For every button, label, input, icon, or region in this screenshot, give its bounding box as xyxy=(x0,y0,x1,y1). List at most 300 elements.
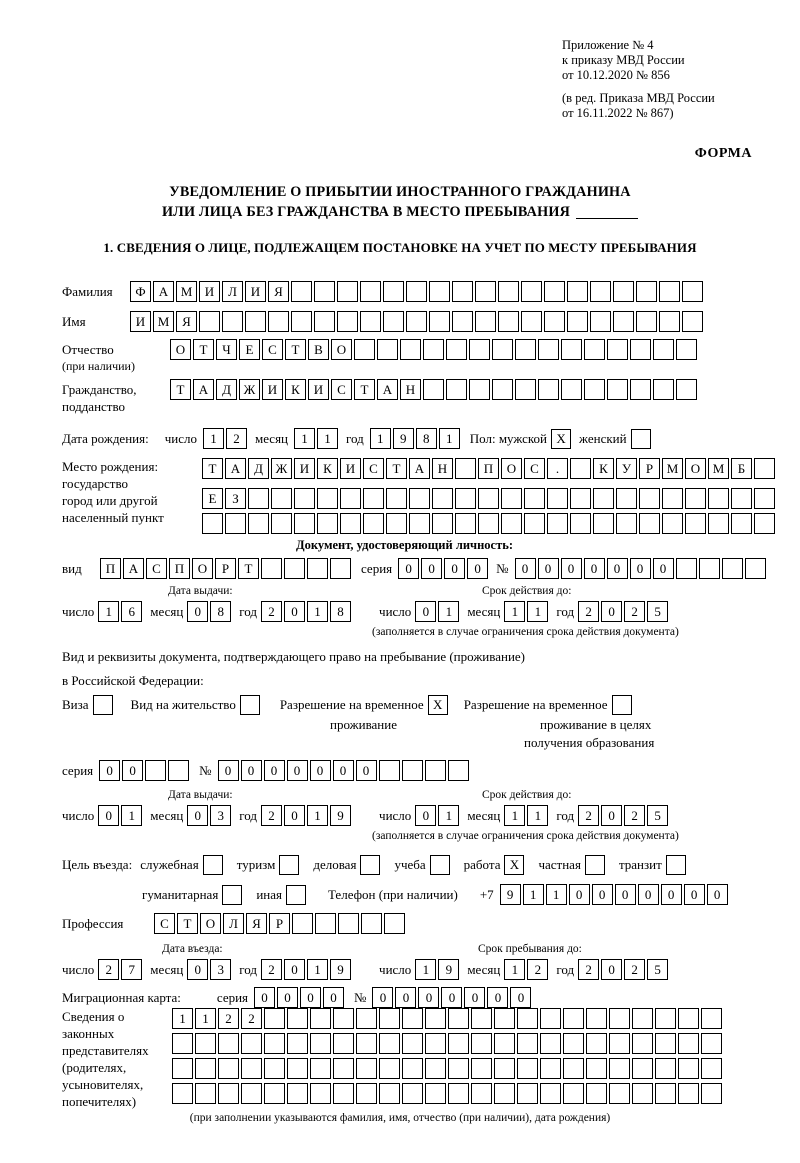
form-cell[interactable] xyxy=(699,558,720,579)
form-cell[interactable] xyxy=(678,1033,699,1054)
form-cell[interactable] xyxy=(337,311,358,332)
form-cell[interactable] xyxy=(423,339,444,360)
form-cell[interactable]: 0 xyxy=(415,601,436,622)
form-cell[interactable] xyxy=(708,513,729,534)
form-cell[interactable]: Т xyxy=(202,458,223,479)
form-cell[interactable]: 0 xyxy=(607,558,628,579)
form-cell[interactable]: 1 xyxy=(438,601,459,622)
form-cell[interactable]: Е xyxy=(239,339,260,360)
form-cell[interactable] xyxy=(402,1083,423,1104)
form-cell[interactable]: 1 xyxy=(504,601,525,622)
form-cell[interactable]: 2 xyxy=(578,601,599,622)
form-cell[interactable]: Т xyxy=(386,458,407,479)
form-cell[interactable]: 1 xyxy=(523,884,544,905)
form-cell[interactable] xyxy=(425,1008,446,1029)
form-cell[interactable]: 2 xyxy=(261,959,282,980)
identity-valid-day-input[interactable] xyxy=(415,601,461,622)
form-cell[interactable] xyxy=(586,1033,607,1054)
form-cell[interactable] xyxy=(754,513,775,534)
form-cell[interactable] xyxy=(593,513,614,534)
form-cell[interactable] xyxy=(653,339,674,360)
form-cell[interactable]: Ж xyxy=(271,458,292,479)
identity-valid-month-input[interactable] xyxy=(504,601,550,622)
form-cell[interactable] xyxy=(268,311,289,332)
form-cell[interactable]: К xyxy=(317,458,338,479)
form-cell[interactable] xyxy=(361,913,382,934)
identity-issue-day-input[interactable] xyxy=(98,601,144,622)
form-cell[interactable]: 2 xyxy=(218,1008,239,1029)
form-cell[interactable] xyxy=(607,379,628,400)
form-cell[interactable]: М xyxy=(708,458,729,479)
identity-issue-month-input[interactable] xyxy=(187,601,233,622)
form-cell[interactable] xyxy=(386,513,407,534)
form-cell[interactable] xyxy=(409,513,430,534)
form-cell[interactable] xyxy=(613,311,634,332)
form-cell[interactable]: К xyxy=(593,458,614,479)
form-cell[interactable]: 0 xyxy=(333,760,354,781)
form-cell[interactable]: Я xyxy=(268,281,289,302)
form-cell[interactable]: Р xyxy=(639,458,660,479)
edu-residence-checkbox[interactable] xyxy=(612,695,632,715)
stay-doc-number-input[interactable] xyxy=(218,760,471,781)
form-cell[interactable]: 0 xyxy=(510,987,531,1008)
form-cell[interactable] xyxy=(538,379,559,400)
form-cell[interactable]: С xyxy=(331,379,352,400)
form-cell[interactable]: 0 xyxy=(284,805,305,826)
form-cell[interactable] xyxy=(291,281,312,302)
form-cell[interactable] xyxy=(195,1083,216,1104)
migration-card-number-input[interactable] xyxy=(372,987,533,1008)
form-cell[interactable] xyxy=(521,311,542,332)
form-cell[interactable]: 1 xyxy=(439,428,460,449)
form-cell[interactable] xyxy=(517,1058,538,1079)
form-cell[interactable]: 0 xyxy=(584,558,605,579)
form-cell[interactable] xyxy=(248,513,269,534)
form-cell[interactable]: 1 xyxy=(121,805,142,826)
form-cell[interactable] xyxy=(630,379,651,400)
form-cell[interactable] xyxy=(271,513,292,534)
form-cell[interactable] xyxy=(540,1008,561,1029)
form-cell[interactable] xyxy=(379,1008,400,1029)
form-cell[interactable]: 0 xyxy=(569,884,590,905)
form-cell[interactable]: 0 xyxy=(538,558,559,579)
identity-doc-kind-input[interactable] xyxy=(100,558,353,579)
form-cell[interactable] xyxy=(384,913,405,934)
form-cell[interactable] xyxy=(636,281,657,302)
form-cell[interactable] xyxy=(383,311,404,332)
form-cell[interactable] xyxy=(222,311,243,332)
form-cell[interactable]: Т xyxy=(354,379,375,400)
purpose-checkbox-2[interactable] xyxy=(360,855,380,875)
form-cell[interactable] xyxy=(492,379,513,400)
form-cell[interactable]: А xyxy=(377,379,398,400)
form-cell[interactable] xyxy=(425,1033,446,1054)
form-cell[interactable] xyxy=(400,339,421,360)
form-cell[interactable] xyxy=(701,1008,722,1029)
form-cell[interactable] xyxy=(363,488,384,509)
form-cell[interactable] xyxy=(515,339,536,360)
form-cell[interactable] xyxy=(241,1058,262,1079)
representatives-input-4[interactable] xyxy=(172,1083,724,1104)
purpose-checkbox-0[interactable] xyxy=(203,855,223,875)
form-cell[interactable] xyxy=(356,1008,377,1029)
sex-female-checkbox[interactable] xyxy=(631,429,651,449)
identity-issue-year-input[interactable] xyxy=(261,601,353,622)
form-cell[interactable]: 0 xyxy=(277,987,298,1008)
form-cell[interactable] xyxy=(478,488,499,509)
form-cell[interactable] xyxy=(406,281,427,302)
form-cell[interactable] xyxy=(678,1083,699,1104)
form-cell[interactable] xyxy=(639,513,660,534)
form-cell[interactable]: 1 xyxy=(438,805,459,826)
form-cell[interactable]: 0 xyxy=(264,760,285,781)
form-cell[interactable] xyxy=(294,513,315,534)
patronymic-input[interactable] xyxy=(170,339,699,360)
form-cell[interactable]: П xyxy=(169,558,190,579)
form-cell[interactable] xyxy=(310,1008,331,1029)
form-cell[interactable]: 0 xyxy=(487,987,508,1008)
form-cell[interactable]: 0 xyxy=(122,760,143,781)
form-cell[interactable]: 0 xyxy=(356,760,377,781)
form-cell[interactable]: 0 xyxy=(310,760,331,781)
stay-valid-month-input[interactable] xyxy=(504,805,550,826)
form-cell[interactable] xyxy=(292,913,313,934)
form-cell[interactable] xyxy=(356,1058,377,1079)
form-cell[interactable] xyxy=(659,281,680,302)
form-cell[interactable]: И xyxy=(262,379,283,400)
form-cell[interactable]: 2 xyxy=(261,805,282,826)
form-cell[interactable] xyxy=(561,339,582,360)
form-cell[interactable]: 1 xyxy=(504,805,525,826)
form-cell[interactable]: С xyxy=(524,458,545,479)
form-cell[interactable] xyxy=(538,339,559,360)
identity-doc-series-input[interactable] xyxy=(398,558,490,579)
entry-day-input[interactable] xyxy=(98,959,144,980)
form-cell[interactable] xyxy=(471,1033,492,1054)
form-cell[interactable] xyxy=(570,458,591,479)
form-cell[interactable] xyxy=(168,760,189,781)
form-cell[interactable] xyxy=(682,281,703,302)
form-cell[interactable] xyxy=(354,339,375,360)
form-cell[interactable] xyxy=(310,1033,331,1054)
form-cell[interactable]: 8 xyxy=(330,601,351,622)
form-cell[interactable]: С xyxy=(363,458,384,479)
form-cell[interactable] xyxy=(314,281,335,302)
form-cell[interactable] xyxy=(655,1083,676,1104)
form-cell[interactable] xyxy=(655,1008,676,1029)
form-cell[interactable]: Л xyxy=(222,281,243,302)
form-cell[interactable]: 0 xyxy=(284,601,305,622)
form-cell[interactable] xyxy=(616,488,637,509)
form-cell[interactable] xyxy=(593,488,614,509)
stay-valid-day-input[interactable] xyxy=(415,805,461,826)
form-cell[interactable] xyxy=(225,513,246,534)
form-cell[interactable]: 2 xyxy=(261,601,282,622)
form-cell[interactable]: О xyxy=(170,339,191,360)
form-cell[interactable] xyxy=(264,1058,285,1079)
stay-issue-year-input[interactable] xyxy=(261,805,353,826)
form-cell[interactable]: 2 xyxy=(98,959,119,980)
form-cell[interactable] xyxy=(432,488,453,509)
form-cell[interactable] xyxy=(356,1083,377,1104)
form-cell[interactable]: 0 xyxy=(372,987,393,1008)
form-cell[interactable] xyxy=(383,281,404,302)
form-cell[interactable]: 1 xyxy=(307,601,328,622)
form-cell[interactable]: 1 xyxy=(527,805,548,826)
form-cell[interactable]: С xyxy=(146,558,167,579)
purpose2-checkbox-1[interactable] xyxy=(286,885,306,905)
form-cell[interactable]: В xyxy=(308,339,329,360)
form-cell[interactable] xyxy=(613,281,634,302)
form-cell[interactable] xyxy=(317,513,338,534)
form-cell[interactable]: Я xyxy=(246,913,267,934)
form-cell[interactable]: 2 xyxy=(527,959,548,980)
form-cell[interactable] xyxy=(248,488,269,509)
form-cell[interactable]: П xyxy=(478,458,499,479)
form-cell[interactable]: Б xyxy=(731,458,752,479)
form-cell[interactable]: Н xyxy=(432,458,453,479)
form-cell[interactable]: 5 xyxy=(647,805,668,826)
form-cell[interactable] xyxy=(202,513,223,534)
residence-permit-checkbox[interactable] xyxy=(240,695,260,715)
form-cell[interactable] xyxy=(402,1058,423,1079)
purpose-checkbox-5[interactable] xyxy=(585,855,605,875)
representatives-input-1[interactable] xyxy=(172,1008,724,1029)
form-cell[interactable]: Ф xyxy=(130,281,151,302)
form-cell[interactable] xyxy=(402,1008,423,1029)
form-cell[interactable]: А xyxy=(193,379,214,400)
form-cell[interactable]: Т xyxy=(238,558,259,579)
form-cell[interactable]: Д xyxy=(216,379,237,400)
form-cell[interactable] xyxy=(501,488,522,509)
migration-card-series-input[interactable] xyxy=(254,987,346,1008)
form-cell[interactable] xyxy=(567,311,588,332)
form-cell[interactable] xyxy=(284,558,305,579)
form-cell[interactable]: Н xyxy=(400,379,421,400)
form-cell[interactable]: О xyxy=(192,558,213,579)
form-cell[interactable]: 0 xyxy=(284,959,305,980)
form-cell[interactable] xyxy=(448,1008,469,1029)
form-cell[interactable] xyxy=(701,1058,722,1079)
form-cell[interactable] xyxy=(340,488,361,509)
form-cell[interactable]: 5 xyxy=(647,959,668,980)
form-cell[interactable]: 0 xyxy=(467,558,488,579)
form-cell[interactable] xyxy=(469,379,490,400)
form-cell[interactable] xyxy=(590,281,611,302)
form-cell[interactable]: 2 xyxy=(578,959,599,980)
form-cell[interactable] xyxy=(363,513,384,534)
form-cell[interactable] xyxy=(544,311,565,332)
form-cell[interactable] xyxy=(425,1083,446,1104)
form-cell[interactable] xyxy=(498,281,519,302)
form-cell[interactable] xyxy=(662,488,683,509)
profession-input[interactable] xyxy=(154,913,407,934)
form-cell[interactable]: И xyxy=(199,281,220,302)
form-cell[interactable] xyxy=(448,1033,469,1054)
form-cell[interactable]: 0 xyxy=(661,884,682,905)
form-cell[interactable] xyxy=(379,760,400,781)
form-cell[interactable]: Р xyxy=(269,913,290,934)
form-cell[interactable]: 0 xyxy=(592,884,613,905)
form-cell[interactable] xyxy=(632,1008,653,1029)
form-cell[interactable] xyxy=(547,488,568,509)
form-cell[interactable] xyxy=(501,513,522,534)
form-cell[interactable] xyxy=(287,1083,308,1104)
form-cell[interactable]: Ж xyxy=(239,379,260,400)
purpose-checkbox-3[interactable] xyxy=(430,855,450,875)
form-cell[interactable]: 1 xyxy=(546,884,567,905)
form-cell[interactable] xyxy=(609,1058,630,1079)
form-cell[interactable] xyxy=(264,1033,285,1054)
form-cell[interactable] xyxy=(584,379,605,400)
form-cell[interactable] xyxy=(563,1083,584,1104)
form-cell[interactable]: 1 xyxy=(415,959,436,980)
form-cell[interactable] xyxy=(337,281,358,302)
form-cell[interactable] xyxy=(563,1058,584,1079)
form-cell[interactable] xyxy=(659,311,680,332)
form-cell[interactable]: 0 xyxy=(398,558,419,579)
form-cell[interactable] xyxy=(547,513,568,534)
form-cell[interactable] xyxy=(145,760,166,781)
form-cell[interactable]: 1 xyxy=(172,1008,193,1029)
form-cell[interactable]: 0 xyxy=(441,987,462,1008)
form-cell[interactable] xyxy=(386,488,407,509)
form-cell[interactable] xyxy=(655,1058,676,1079)
form-cell[interactable]: 0 xyxy=(653,558,674,579)
form-cell[interactable] xyxy=(340,513,361,534)
form-cell[interactable] xyxy=(540,1033,561,1054)
form-cell[interactable] xyxy=(475,281,496,302)
form-cell[interactable]: 1 xyxy=(370,428,391,449)
form-cell[interactable] xyxy=(195,1058,216,1079)
form-cell[interactable] xyxy=(402,760,423,781)
form-cell[interactable]: 2 xyxy=(241,1008,262,1029)
form-cell[interactable] xyxy=(517,1033,538,1054)
form-cell[interactable]: 1 xyxy=(504,959,525,980)
form-cell[interactable] xyxy=(494,1033,515,1054)
form-cell[interactable]: Е xyxy=(202,488,223,509)
form-cell[interactable]: . xyxy=(547,458,568,479)
form-cell[interactable]: О xyxy=(501,458,522,479)
form-cell[interactable]: С xyxy=(154,913,175,934)
stay-until-year-input[interactable] xyxy=(578,959,670,980)
entry-month-input[interactable] xyxy=(187,959,233,980)
form-cell[interactable] xyxy=(676,339,697,360)
form-cell[interactable] xyxy=(317,488,338,509)
form-cell[interactable] xyxy=(678,1058,699,1079)
form-cell[interactable]: 1 xyxy=(307,805,328,826)
stay-until-day-input[interactable] xyxy=(415,959,461,980)
form-cell[interactable]: Т xyxy=(170,379,191,400)
form-cell[interactable]: А xyxy=(123,558,144,579)
form-cell[interactable] xyxy=(563,1008,584,1029)
form-cell[interactable]: 0 xyxy=(187,959,208,980)
form-cell[interactable] xyxy=(314,311,335,332)
form-cell[interactable] xyxy=(172,1033,193,1054)
birthplace-input-3[interactable] xyxy=(202,513,777,534)
form-cell[interactable] xyxy=(241,1033,262,1054)
purpose-checkbox-6[interactable] xyxy=(666,855,686,875)
form-cell[interactable] xyxy=(498,311,519,332)
form-cell[interactable] xyxy=(609,1008,630,1029)
form-cell[interactable] xyxy=(609,1083,630,1104)
form-cell[interactable] xyxy=(291,311,312,332)
form-cell[interactable] xyxy=(172,1083,193,1104)
form-cell[interactable] xyxy=(701,1033,722,1054)
form-cell[interactable] xyxy=(561,379,582,400)
form-cell[interactable]: 9 xyxy=(393,428,414,449)
form-cell[interactable]: А xyxy=(153,281,174,302)
form-cell[interactable] xyxy=(586,1058,607,1079)
form-cell[interactable] xyxy=(287,1058,308,1079)
birth-year-input[interactable] xyxy=(370,428,462,449)
form-cell[interactable]: 2 xyxy=(624,601,645,622)
form-cell[interactable]: 8 xyxy=(416,428,437,449)
form-cell[interactable]: И xyxy=(130,311,151,332)
form-cell[interactable] xyxy=(584,339,605,360)
form-cell[interactable] xyxy=(446,339,467,360)
form-cell[interactable] xyxy=(754,458,775,479)
form-cell[interactable] xyxy=(333,1058,354,1079)
form-cell[interactable]: 0 xyxy=(323,987,344,1008)
birth-month-input[interactable] xyxy=(294,428,340,449)
form-cell[interactable] xyxy=(517,1008,538,1029)
form-cell[interactable] xyxy=(678,1008,699,1029)
form-cell[interactable] xyxy=(471,1008,492,1029)
form-cell[interactable] xyxy=(423,379,444,400)
form-cell[interactable]: 0 xyxy=(287,760,308,781)
form-cell[interactable] xyxy=(218,1033,239,1054)
form-cell[interactable] xyxy=(521,281,542,302)
form-cell[interactable]: У xyxy=(616,458,637,479)
form-cell[interactable] xyxy=(356,1033,377,1054)
form-cell[interactable]: 0 xyxy=(187,805,208,826)
birth-day-input[interactable] xyxy=(203,428,249,449)
form-cell[interactable] xyxy=(261,558,282,579)
form-cell[interactable]: Д xyxy=(248,458,269,479)
form-cell[interactable]: 1 xyxy=(203,428,224,449)
form-cell[interactable] xyxy=(377,339,398,360)
form-cell[interactable] xyxy=(540,1058,561,1079)
form-cell[interactable]: 0 xyxy=(561,558,582,579)
form-cell[interactable]: 5 xyxy=(647,601,668,622)
form-cell[interactable] xyxy=(515,379,536,400)
form-cell[interactable] xyxy=(492,339,513,360)
form-cell[interactable] xyxy=(478,513,499,534)
form-cell[interactable] xyxy=(425,760,446,781)
form-cell[interactable]: 0 xyxy=(415,805,436,826)
form-cell[interactable] xyxy=(590,311,611,332)
form-cell[interactable]: 0 xyxy=(601,805,622,826)
form-cell[interactable]: 0 xyxy=(601,959,622,980)
form-cell[interactable] xyxy=(429,311,450,332)
form-cell[interactable]: А xyxy=(409,458,430,479)
name-input[interactable] xyxy=(130,311,705,332)
form-cell[interactable] xyxy=(429,281,450,302)
form-cell[interactable]: 0 xyxy=(615,884,636,905)
identity-valid-year-input[interactable] xyxy=(578,601,670,622)
form-cell[interactable] xyxy=(570,488,591,509)
form-cell[interactable]: 0 xyxy=(421,558,442,579)
form-cell[interactable] xyxy=(731,513,752,534)
form-cell[interactable] xyxy=(333,1033,354,1054)
form-cell[interactable]: О xyxy=(200,913,221,934)
form-cell[interactable]: П xyxy=(100,558,121,579)
stay-until-month-input[interactable] xyxy=(504,959,550,980)
form-cell[interactable]: 0 xyxy=(254,987,275,1008)
stay-issue-day-input[interactable] xyxy=(98,805,144,826)
form-cell[interactable] xyxy=(524,488,545,509)
